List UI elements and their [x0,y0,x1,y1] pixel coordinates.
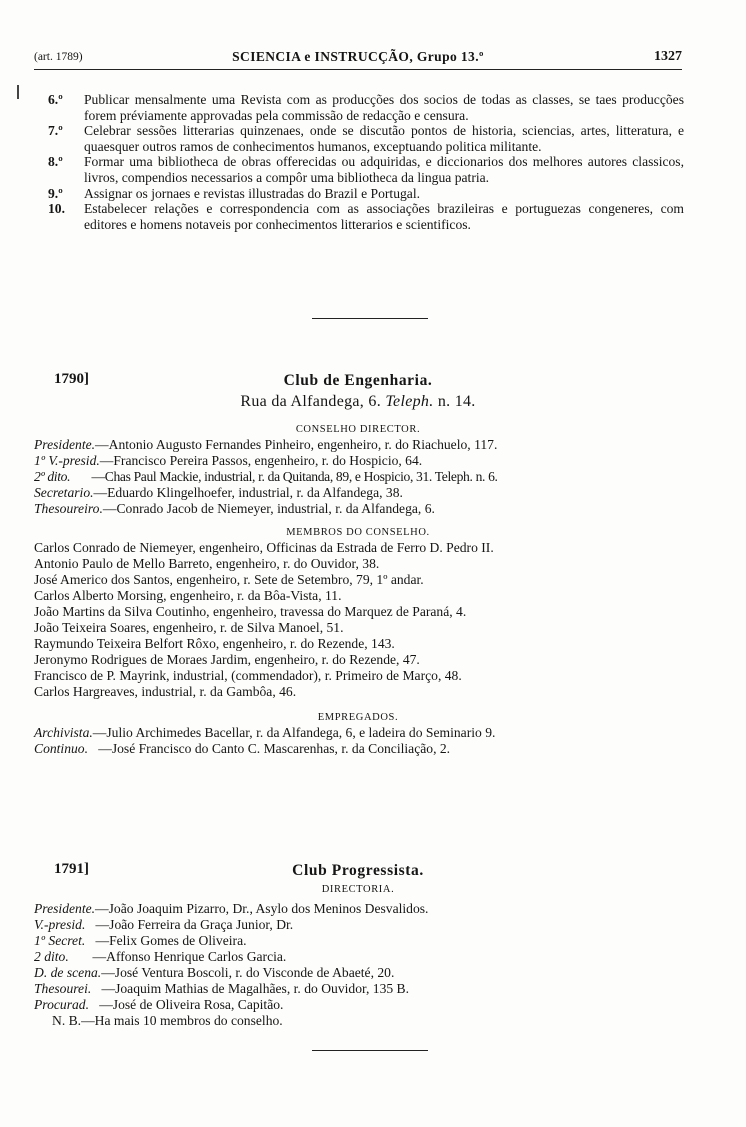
director-row [34,965,682,981]
members-list [34,540,682,700]
entry-number: 1790] [54,371,89,387]
role-label: 2º dito. [34,469,71,484]
item-text: Celebrar sessões litterarias quinzenaes, onde se discutão pontos de historia, sciencias, artes, litteratura, e quaesquer outros ramos de conhecimentos humanos, exceptuando politica militante. [84,123,684,154]
member-row: Carlos Conrado de Niemeyer, engenheiro, Officinas da Estrada de Ferro D. Pedro II. [34,540,494,555]
item-number: 9.º [48,185,63,201]
director-row [34,933,682,949]
item-number: 10. [48,201,65,217]
director-row [34,949,682,965]
dash: — [85,933,110,948]
directory-heading: DIRECTORIA. [321,884,395,895]
item-number: 7.º [48,123,63,139]
director-text: José de Oliveira Rosa, Capitão. [112,997,284,1012]
role-label: Thesoureiro. [34,501,103,516]
nb-note: N. B.—Ha mais 10 membros do conselho. [52,1013,283,1028]
directors-heading: CONSELHO DIRECTOR. [295,424,421,435]
club-engenharia-entry [34,372,682,757]
director-text: Francisco Pereira Passos, engenheiro, r. do Hospicio, 64. [113,453,423,468]
item-text: Estabelecer relações e correspondencia com as associações brazileiras e portuguezas congeneres, com editores e homens notaveis por conhecimentos litterarios e scientificos. [84,201,684,232]
list-item [48,186,684,202]
dash: — [91,981,116,996]
director-text: Antonio Augusto Fernandes Pinheiro, engenheiro, r. do Riachuelo, 117. [108,437,498,452]
role-label: Procurad. [34,997,89,1012]
role-label: 1º Secret. [34,933,86,948]
dash: — [89,997,113,1012]
item-number: 6.º [48,92,63,107]
header-rule [34,69,682,70]
margin-mark [17,85,19,99]
dash: — [95,901,109,916]
list-item [48,201,684,232]
dash: — [92,725,107,740]
employees-list [34,725,682,757]
member-row: João Martins da Silva Coutinho, engenheiro, travessa do Marquez de Paraná, 4. [34,604,467,619]
role-label: Archivista. [34,725,93,740]
dash: — [85,917,110,932]
item-text: Formar uma bibliotheca de obras offerecidas ou adquiridas, e diccionarios dos melhores autores classicos, livros, compendios necessarios a compôr uma bibliotheca da lingua patria. [84,154,684,185]
director-row [34,997,682,1013]
employee-text: José Francisco do Canto C. Mascarenhas, r. da Conciliação, 2. [111,741,451,756]
employees-heading: EMPREGADOS. [317,712,399,723]
director-row [34,437,682,453]
list-item [48,154,684,185]
director-row [34,453,682,469]
role-label: Presidente. [34,437,96,452]
director-text: Chas Paul Mackie, industrial, r. da Quitanda, 89, e Hospicio, 31. Teleph. n. 6. [104,469,498,484]
directors-list [34,437,682,517]
member-row: Antonio Paulo de Mello Barreto, engenheiro, r. do Ouvidor, 38. [34,556,380,571]
director-text: Felix Gomes de Oliveira. [109,933,247,948]
directory-list [34,901,682,1029]
objectives-list [48,92,684,232]
director-row [34,901,682,917]
employee-text: Julio Archimedes Bacellar, r. da Alfandega, 6, e ladeira do Seminario 9. [106,725,496,740]
member-row: Carlos Hargreaves, industrial, r. da Gambôa, 46. [34,684,297,699]
director-text: Joaquim Mathias de Magalhães, r. do Ouvidor, 135 B. [115,981,410,996]
role-label: Continuo. [34,741,89,756]
director-text: Affonso Henrique Carlos Garcia. [106,949,287,964]
director-row [34,469,682,485]
page-number: 1327 [654,49,682,64]
dash: — [93,485,108,500]
item-text: Assignar os jornaes e revistas illustradas do Brazil e Portugal. [84,185,420,201]
director-row [34,981,682,997]
section-divider [312,318,428,319]
role-label: D. de scena. [34,965,102,980]
dash: — [99,453,114,468]
director-text: João Ferreira da Graça Junior, Dr. [109,917,294,932]
list-item [48,92,684,123]
role-label: Presidente. [34,901,96,916]
teleph-number: n. 14. [437,393,476,410]
dash: — [70,469,105,484]
club-name: Club de Engenharia. [283,372,433,389]
director-row [34,485,682,501]
member-row: Raymundo Teixeira Belfort Rôxo, engenheiro, r. do Rezende, 143. [34,636,395,651]
article-range: (art. 1789) [34,51,83,63]
role-label: 1º V.-presid. [34,453,100,468]
role-label: 2 dito. [34,949,69,964]
teleph-label: Teleph. [385,393,434,410]
director-text: José Ventura Boscoli, r. do Visconde de Abaeté, 20. [114,965,395,980]
role-label: Thesourei. [34,981,92,996]
item-text: Publicar mensalmente uma Revista com as producções dos socios de todas as classes, se taes producções forem préviamente approvadas pela commissão de redacção e censura. [84,92,684,123]
director-row [34,917,682,933]
club-name: Club Progressista. [292,862,424,879]
dash: — [88,741,112,756]
list-item [48,123,684,154]
member-row: Francisco de P. Mayrink, industrial, (commendador), r. Primeiro de Março, 48. [34,668,462,683]
director-text: Eduardo Klingelhoefer, industrial, r. da Alfandega, 38. [107,485,403,500]
dash: — [102,501,117,516]
member-row: João Teixeira Soares, engenheiro, r. de Silva Manoel, 51. [34,620,344,635]
address-text: Rua da Alfandega, 6. [240,393,381,410]
section-title: SCIENCIA e INSTRUCÇÃO, Grupo 13.º [232,49,484,64]
members-heading: MEMBROS DO CONSELHO. [286,527,430,538]
director-text: Conrado Jacob de Niemeyer, industrial, r. da Alfandega, 6. [116,501,435,516]
section-divider [312,1050,428,1051]
member-row: Jeronymo Rodrigues de Moraes Jardim, engenheiro, r. do Rezende, 47. [34,652,420,667]
member-row: José Americo dos Santos, engenheiro, r. Sete de Setembro, 79, 1º andar. [34,572,424,587]
employee-row [34,725,682,741]
dash: — [101,965,115,980]
director-text: João Joaquim Pizarro, Dr., Asylo dos Meninos Desvalidos. [108,901,429,916]
role-label: V.-presid. [34,917,86,932]
member-row: Carlos Alberto Morsing, engenheiro, r. da Bôa-Vista, 11. [34,588,342,603]
employee-row [34,741,682,757]
entry-number: 1791] [54,861,89,877]
role-label: Secretario. [34,485,94,500]
club-progressista-entry [34,862,682,1029]
dash: — [68,949,107,964]
director-row [34,501,682,517]
running-header [34,50,682,68]
club-address [34,392,682,416]
dash: — [95,437,109,452]
item-number: 8.º [48,154,63,170]
